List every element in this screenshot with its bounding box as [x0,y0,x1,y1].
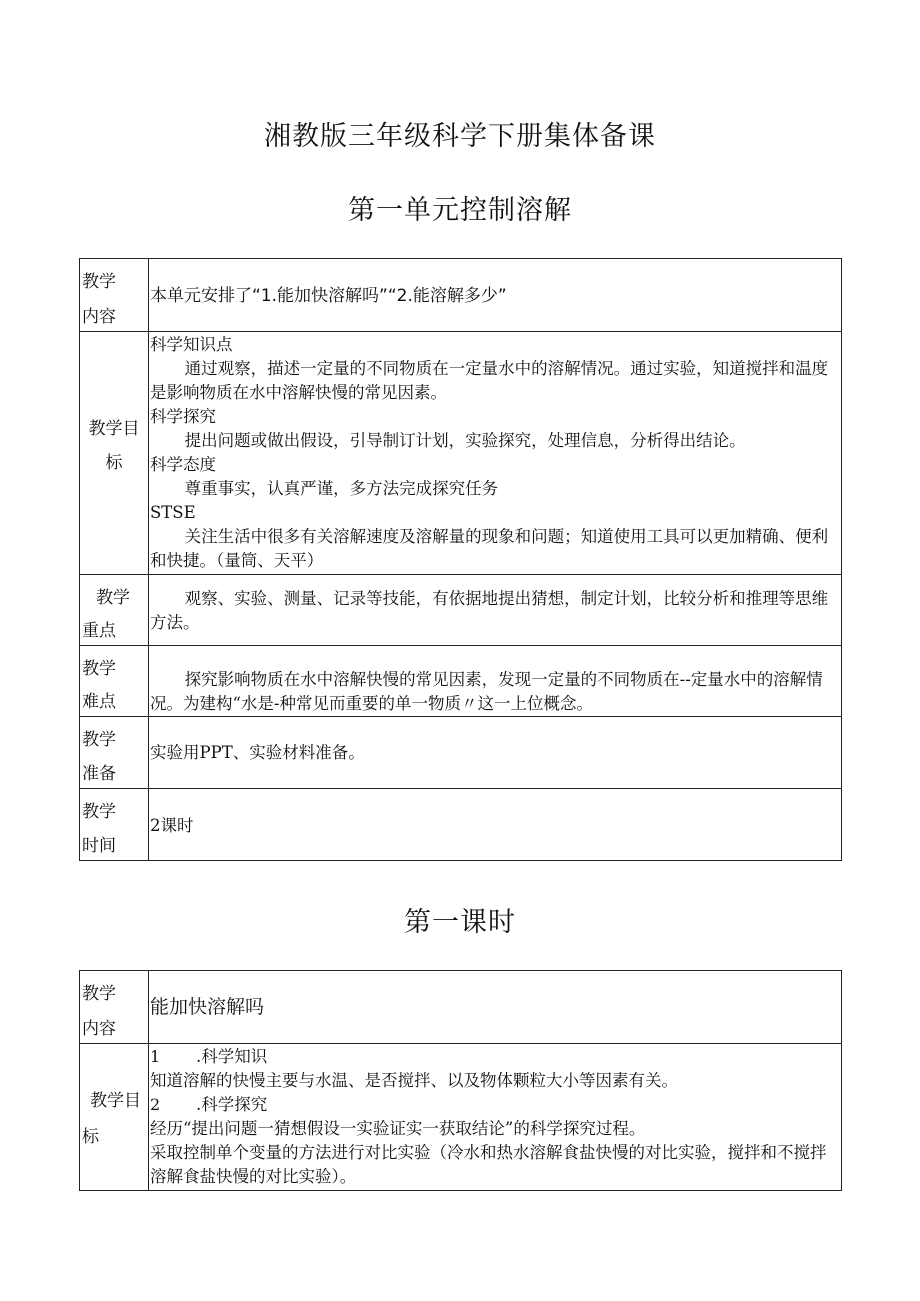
teaching-time-text: 2课时 [150,816,194,835]
label-teaching-preparation [80,717,149,789]
label-line-1: 教学 [96,588,130,608]
label-line-2: 内容 [82,307,116,327]
text-science-knowledge: 通过观察，描述一定量的不同物质在一定量水中的溶解情况。通过实验，知道搅拌和温度是影响物质在水中溶解快慢的常见因素。 [150,359,829,402]
unit-plan-table [79,258,842,861]
cell-teaching-time [149,789,842,861]
heading-stse: STSE [150,503,196,522]
label-line-1: 教学 [82,272,116,292]
unit-title: 第一单元控制溶解 [348,195,572,226]
lesson-content-text: 能加快溶解吗 [150,996,265,1018]
cell-teaching-focus [149,575,842,646]
cell-lesson-content [149,971,842,1044]
heading-science-inquiry: 科学探究 [150,407,216,426]
label-line-2: 时间 [82,836,116,856]
teaching-content-text: 本单元安排了“1.能加快溶解吗”“2.能溶解多少” [150,286,507,306]
label-teaching-focus [80,575,149,646]
goal-1-title: .科学知识 [196,1047,268,1066]
row-teaching-goals [80,332,842,575]
label-lesson-goals [80,1044,149,1191]
cell-teaching-preparation [149,717,842,789]
row-teaching-difficulty [80,646,842,717]
goal-3-text: 采取控制单个变量的方法进行对比实验（冷水和热水溶解食盐快慢的对比实验，搅拌和不搅拌溶解食盐快慢的对比实验）。 [150,1143,827,1186]
label-line-1: 教学目 [90,1091,141,1111]
lesson-title: 第一课时 [404,907,516,938]
row-teaching-preparation [80,717,842,789]
cell-teaching-content [149,259,842,332]
label-line-1: 教学 [82,802,116,822]
goal-1-text: 知道溶解的快慢主要与水温、是否搅拌、以及物体颗粒大小等因素有关。 [150,1071,678,1090]
label-teaching-goals [80,332,149,575]
row-teaching-focus [80,575,842,646]
cell-teaching-difficulty [149,646,842,717]
label-line-2: 难点 [82,692,116,712]
goal-1-heading [149,1045,841,1069]
goal-2-heading [149,1093,841,1117]
heading-science-knowledge: 科学知识点 [150,335,233,354]
text-science-inquiry: 提出问题或做出假设，引导制订计划，实验探究，处理信息，分析得出结论。 [184,431,746,450]
label-line-1: 教学目 [88,419,140,439]
row-lesson-goals [80,1044,842,1191]
label-line-1: 教学 [82,730,116,750]
teaching-preparation-text: 实验用PPT、实验材料准备。 [150,743,365,762]
document-title: 湘教版三年级科学下册集体备课 [264,121,656,152]
label-teaching-difficulty [80,646,149,717]
teaching-difficulty-text: 探究影响物质在水中溶解快慢的常见因素，发现一定量的不同物质在--定量水中的溶解情况。为建构“水是-种常见而重要的单一物质〃这一上位概念。 [150,670,823,713]
label-line-1: 教学 [82,984,116,1004]
cell-teaching-goals [149,332,842,575]
label-lesson-content [80,971,149,1044]
label-line-2: 标 [82,1127,99,1147]
label-line-1: 教学 [82,659,116,679]
goal-2-title: .科学探究 [196,1095,268,1114]
label-line-2: 标 [105,453,123,473]
heading-science-attitude: 科学态度 [150,455,216,474]
goal-2-number: 2 [150,1095,161,1114]
label-line-2: 重点 [82,621,116,641]
row-teaching-content [80,259,842,332]
text-stse: 关注生活中很多有关溶解速度及溶解量的现象和问题；知道使用工具可以更加精确、便利和快捷。（量筒、天平） [150,527,829,570]
row-teaching-time [80,789,842,861]
label-line-2: 内容 [82,1019,116,1039]
label-teaching-time [80,789,149,861]
label-teaching-content [80,259,149,332]
text-science-attitude: 尊重事实，认真严谨，多方法完成探究任务 [184,479,499,498]
goal-2-text: 经历“提出问题一猜想假设一实验证实一获取结论”的科学探究过程。 [150,1119,646,1138]
lesson-plan-table [79,970,842,1191]
goal-1-number: 1 [150,1047,161,1066]
cell-lesson-goals [149,1044,842,1191]
label-line-2: 准备 [82,764,116,784]
teaching-focus-text: 观察、实验、测量、记录等技能，有依据地提出猜想，制定计划，比较分析和推理等思维方法。 [150,589,829,632]
row-lesson-content [80,971,842,1044]
